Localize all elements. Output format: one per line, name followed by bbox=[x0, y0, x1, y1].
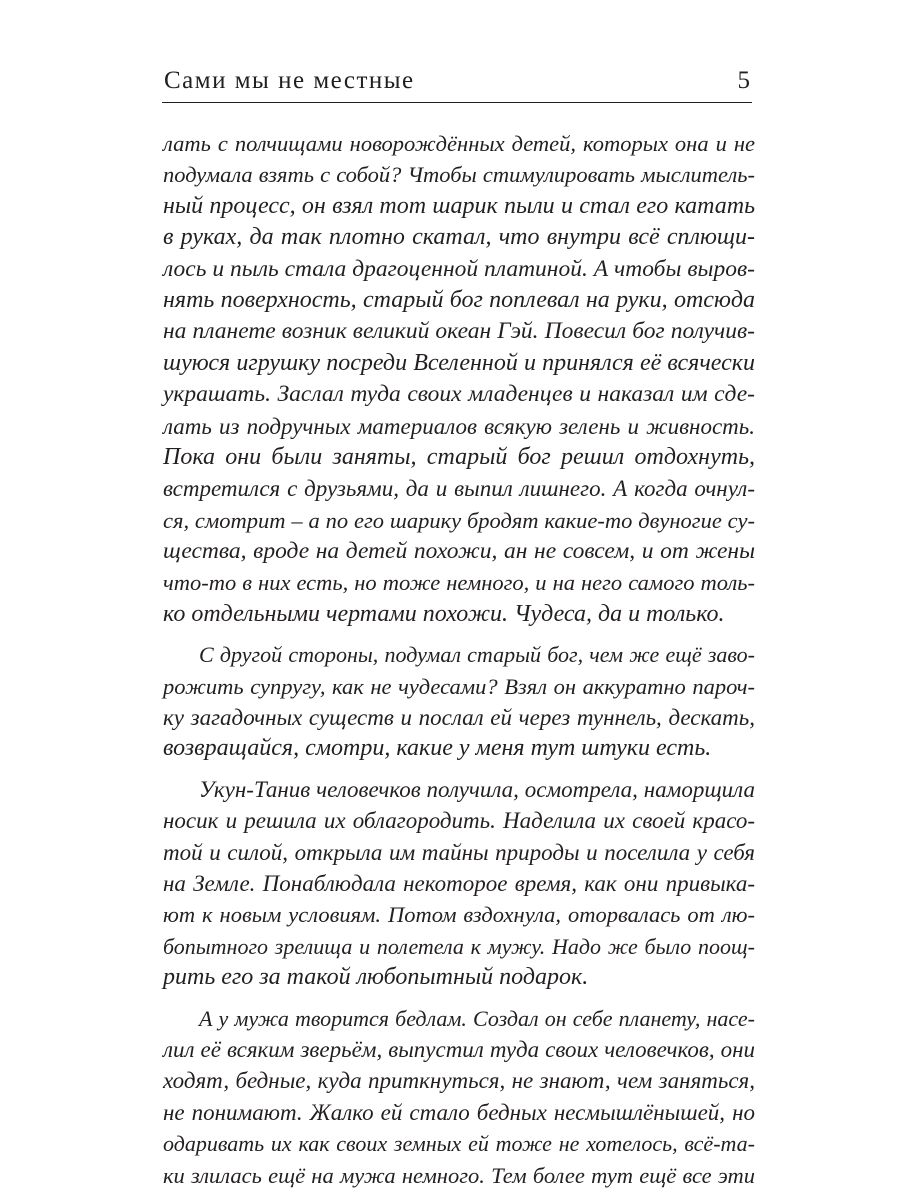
body-text bbox=[163, 128, 755, 1191]
text-line: ходят, бедные, куда приткнуться, не знают, чем заняться, bbox=[163, 1068, 755, 1094]
text-line: носик и решила их облагородить. Наделила их своей красо- bbox=[163, 808, 755, 834]
text-line: подумала взять с собой? Чтобы стимулировать мыслитель- bbox=[163, 162, 755, 188]
paragraph bbox=[163, 639, 755, 765]
text-line: ют к новым условиям. Потом вздохнула, оторвалась от лю- bbox=[163, 902, 755, 928]
text-line: нять поверхность, старый бог поплевал на руки, отсюда bbox=[163, 286, 755, 313]
text-line: встретился с друзьями, да и выпил лишнего. А когда очнул- bbox=[163, 476, 755, 502]
text-line: украшать. Заслал туда своих младенцев и наказал им сде- bbox=[163, 381, 755, 408]
paragraph-gap bbox=[163, 630, 755, 639]
paragraph-gap bbox=[163, 765, 755, 774]
page-number: 5 bbox=[737, 67, 750, 94]
text-line: рить его за такой любопытный подарок. bbox=[163, 964, 589, 991]
text-line: не понимают. Жалко ей стало бедных несмышлёнышей, но bbox=[163, 1099, 755, 1125]
text-line: в руках, да так плотно скатал, что внутри всё сплющи- bbox=[163, 224, 755, 251]
text-line: Укун-Танив человечков получила, осмотрела, наморщила bbox=[199, 776, 755, 802]
text-line: на планете возник великий океан Гэй. Повесил бог получив- bbox=[163, 318, 755, 345]
text-line: возвращайся, смотри, какие у меня тут штуки есть. bbox=[163, 735, 712, 762]
paragraph-gap bbox=[163, 994, 755, 1003]
text-line: ку загадочных существ и послал ей через туннель, дескать, bbox=[163, 705, 755, 731]
text-line: ко отдельными чертами похожи. Чудеса, да и только. bbox=[163, 600, 725, 627]
text-line: бопытного зрелища и полетела к мужу. Надо же было поощ- bbox=[163, 933, 755, 959]
text-line: рожить супругу, как не чудесами? Взял он аккуратно пароч- bbox=[163, 673, 755, 699]
text-line: одаривать их как своих земных ей тоже не хотелось, всё-та- bbox=[163, 1131, 755, 1157]
text-line: что-то в них есть, но тоже немного, и на него самого толь- bbox=[163, 570, 755, 596]
running-title: Сами мы не местные bbox=[164, 67, 415, 94]
text-line: шуюся игрушку посреди Вселенной и принялся её всячески bbox=[163, 349, 755, 376]
text-line: Пока они были заняты, старый бог решил отдохнуть, bbox=[163, 443, 755, 470]
text-line: лось и пыль стала драгоценной платиной. А чтобы выров- bbox=[163, 255, 755, 282]
text-line: лил её всяким зверьём, выпустил туда своих человечков, они bbox=[163, 1036, 755, 1062]
text-line: на Земле. Понаблюдала некоторое время, как они привыка- bbox=[163, 870, 755, 896]
paragraph bbox=[163, 128, 755, 630]
text-line: ный процесс, он взял тот шарик пыли и стал его катать bbox=[163, 192, 755, 219]
running-header bbox=[162, 62, 752, 103]
text-line: ся, смотрит – а по его шарику бродят какие-то двуногие су- bbox=[163, 507, 755, 533]
text-line: лать из подручных материалов всякую зелень и живность. bbox=[163, 413, 755, 439]
text-line: лать с полчищами новорождённых детей, которых она и не bbox=[163, 131, 755, 156]
text-line: С другой стороны, подумал старый бог, чем же ещё заво- bbox=[199, 642, 755, 668]
text-line: щества, вроде на детей похожи, ан не совсем, и от жены bbox=[163, 538, 755, 565]
paragraph bbox=[163, 1003, 755, 1191]
text-line: ки злилась ещё на мужа немного. Тем более тут ещё все эти bbox=[163, 1162, 755, 1188]
text-line: А у мужа творится бедлам. Создал он себе планету, насе- bbox=[199, 1005, 755, 1031]
text-line: той и силой, открыла им тайны природы и поселила у себя bbox=[163, 839, 755, 865]
paragraph bbox=[163, 774, 755, 994]
